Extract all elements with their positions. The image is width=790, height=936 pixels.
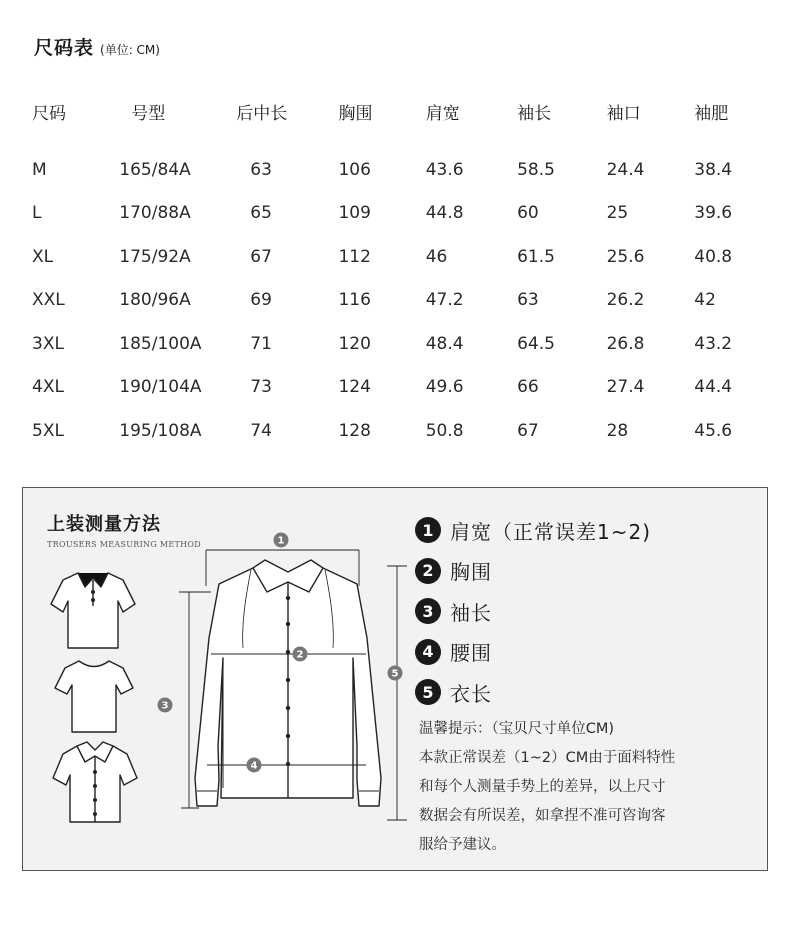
table-cell: 44.8 [425, 203, 464, 224]
table-cell: 43.6 [425, 159, 464, 180]
legend-item-chest [415, 551, 651, 592]
table-row [22, 192, 782, 236]
legend-label: 腰围 [450, 641, 492, 666]
tips-line: 数据会有所误差，如拿捏不准可咨询客 [419, 808, 666, 824]
number-4-icon: 4 [415, 639, 441, 665]
table-cell: 63 [250, 159, 272, 180]
title-text: 尺码表 [34, 37, 95, 59]
table-cell: 65 [250, 203, 272, 224]
table-cell: 67 [517, 420, 539, 441]
table-cell: L [32, 203, 42, 224]
table-cell: 50.8 [425, 420, 464, 441]
method-title: 上装测量方法 [47, 514, 161, 535]
table-cell: 124 [338, 377, 371, 398]
tips-text [419, 715, 675, 860]
tips-line: 本款正常误差（1~2）CM由于面料特性 [419, 750, 676, 766]
table-cell: 28 [606, 420, 629, 441]
table-cell: 190/104A [119, 377, 202, 398]
table-cell: 66 [517, 377, 539, 398]
header-cell: 袖口 [606, 103, 641, 124]
table-cell: 44.4 [694, 377, 733, 398]
table-cell: 116 [338, 290, 371, 311]
table-row [22, 409, 782, 453]
marker-3-label: 3 [161, 700, 169, 712]
table-body [22, 148, 782, 453]
table-cell: 26.2 [606, 290, 645, 311]
table-cell: 109 [338, 203, 371, 224]
table-row [22, 366, 782, 410]
number-3-icon: 3 [415, 598, 441, 624]
marker-2-label: 2 [296, 649, 304, 661]
table-cell: 64.5 [517, 333, 555, 354]
header-cell: 尺码 [32, 103, 66, 124]
table-cell: 26.8 [606, 333, 645, 354]
page-title [34, 33, 160, 60]
table-cell: 120 [338, 333, 371, 354]
header-cell: 袖肥 [694, 103, 729, 124]
marker-5-label: 5 [391, 668, 399, 680]
header-cell: 号型 [131, 103, 166, 124]
table-cell: 69 [250, 290, 272, 311]
measuring-method-panel [22, 487, 768, 871]
tips-line: 服给予建议。 [419, 837, 506, 853]
legend-label: 衣长 [450, 681, 492, 706]
table-cell: 39.6 [694, 203, 733, 224]
tips-line: 和每个人测量手势上的差异，以上尺寸 [419, 779, 666, 795]
table-cell: 5XL [32, 420, 64, 441]
legend-label: 胸围 [450, 560, 492, 585]
legend-label: 肩宽（正常误差1~2) [450, 519, 652, 544]
header-cell: 后中长 [236, 103, 288, 124]
table-cell: 25 [606, 203, 629, 224]
table-cell: 112 [338, 246, 371, 267]
table-cell: 71 [250, 333, 272, 354]
legend-item-waist [415, 632, 651, 673]
table-cell: 25.6 [606, 246, 645, 267]
number-5-icon: 5 [415, 679, 441, 705]
table-cell: 165/84A [119, 159, 191, 180]
tips-line: 温馨提示：（宝贝尺寸单位CM) [419, 721, 615, 737]
table-cell: 180/96A [119, 290, 191, 311]
header-cell: 胸围 [338, 103, 373, 124]
table-cell: 195/108A [119, 420, 202, 441]
table-header-row [22, 88, 782, 148]
table-cell: 170/88A [119, 203, 191, 224]
table-cell: XXL [32, 290, 65, 311]
size-table [22, 88, 782, 453]
legend-item-length [415, 672, 651, 713]
table-cell: M [32, 159, 47, 180]
table-cell: 106 [338, 159, 371, 180]
legend-item-shoulder [415, 510, 651, 551]
long-sleeve-shirt-drawing [195, 560, 381, 806]
table-cell: 58.5 [517, 159, 555, 180]
marker-1-label: 1 [277, 535, 285, 547]
table-cell: 46 [425, 246, 448, 267]
table-cell: 45.6 [694, 420, 733, 441]
table-cell: 47.2 [425, 290, 464, 311]
polo-shirt-icon [51, 573, 135, 648]
table-row [22, 148, 782, 192]
table-cell: 49.6 [425, 377, 464, 398]
method-subtitle: TROUSERS MEASURING METHOD [47, 540, 201, 549]
table-cell: 27.4 [606, 377, 645, 398]
number-1-icon: 1 [415, 517, 441, 543]
table-cell: 3XL [32, 333, 64, 354]
title-unit: (单位: CM) [100, 43, 160, 57]
legend-label: 袖长 [450, 600, 492, 625]
table-cell: 42 [694, 290, 716, 311]
table-cell: 128 [338, 420, 371, 441]
table-cell: 43.2 [694, 333, 733, 354]
table-cell: 73 [250, 377, 272, 398]
table-cell: 67 [250, 246, 272, 267]
table-row [22, 279, 782, 323]
table-cell: 61.5 [517, 246, 555, 267]
header-cell: 肩宽 [425, 103, 460, 124]
table-cell: 74 [250, 420, 272, 441]
table-cell: 185/100A [119, 333, 202, 354]
measure-legend [415, 510, 651, 713]
number-2-icon: 2 [415, 558, 441, 584]
table-cell: 24.4 [606, 159, 645, 180]
table-cell: 63 [517, 290, 539, 311]
table-cell: XL [32, 246, 54, 267]
table-cell: 40.8 [694, 246, 733, 267]
table-cell: 38.4 [694, 159, 733, 180]
table-cell: 4XL [32, 377, 64, 398]
table-cell: 60 [517, 203, 539, 224]
short-sleeve-shirt-icon [53, 742, 137, 822]
table-row [22, 322, 782, 366]
table-cell: 48.4 [425, 333, 464, 354]
marker-4-label: 4 [250, 760, 258, 772]
table-cell: 175/92A [119, 246, 191, 267]
table-row [22, 235, 782, 279]
legend-item-sleeve [415, 591, 651, 632]
header-cell: 袖长 [517, 103, 552, 124]
tshirt-icon [55, 661, 133, 732]
